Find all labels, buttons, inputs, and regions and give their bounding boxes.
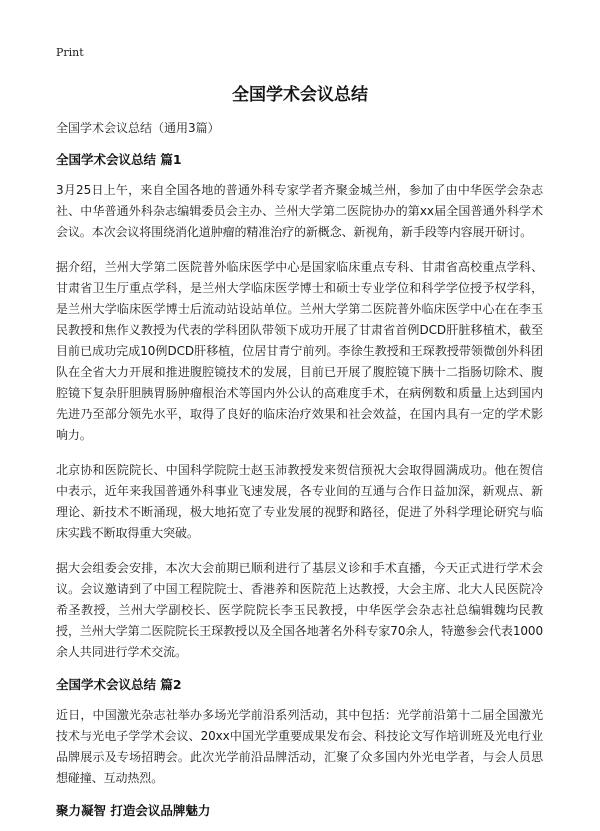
section-heading-1: 全国学术会议总结 篇1 — [56, 152, 182, 167]
paragraph: 据介绍，兰州大学第二医院普外临床医学中心是国家临床重点专科、甘肃省高校重点学科、甘肃省卫生厅重点学科，是兰州大学临床医学博士和硕士专业学位和科学学位授予权学科，是兰州大学临床医学博士后流动站设站单位。兰州大学第二医院普外临床医学中心在在李玉民教授和焦作义教授为代表的学科团队带领下成功开展了甘肃省首例DCD肝脏移植术，截至目前已成功完成10例DCD肝移植，位居甘青宁前列。李徐生教授和王琛教授带领微创外科团队在全省大力开展和推进腹腔镜技术的发展，目前已开展了腹腔镜下胰十二指肠切除术、腹腔镜下复杂肝胆胰胃肠肿瘤根治术等国内外公认的高难度手术，在病例数和质量上达到国内先进乃至部分领先水平，取得了良好的临床治疗效果和社会效益，在国内具有一定的学术影响力。 — [56, 260, 543, 442]
paragraph: 近日，中国激光杂志社举办多场光学前沿系列活动，其中包括：光学前沿第十二届全国激光技术与光电子学学术会议、20xx中国光学重要成果发布会、科技论文写作培训班及光电行业品牌展示及专场招聘会。此次光学前沿品牌活动，汇聚了众多国内外光电学者，与会人员思想碰撞、互动热烈。 — [56, 708, 543, 785]
document-body — [56, 120, 543, 831]
document-subtitle: 全国学术会议总结（通用3篇） — [56, 121, 220, 135]
section-heading-3: 聚力凝智 打造会议品牌魅力 — [56, 803, 211, 818]
paragraph: 据大会组委会安排，本次大会前期已顺利进行了基层义诊和手术直播，今天正式进行学术会议。会议邀请到了中国工程院院士、香港养和医院范上达教授，大会主席、北大人民医院冷希圣教授，兰州大学副校长、医学院院长李玉民教授，中华医学会杂志社总编辑魏均民教授，兰州大学第二医院院长王琛教授以及全国各地著名外科专家70余人，特邀参会代表1000余人共同进行学术交流。 — [56, 561, 543, 659]
paragraph: 北京协和医院院长、中国科学院院士赵玉沛教授发来贺信预祝大会取得圆满成功。他在贺信中表示，近年来我国普通外科事业飞速发展，各专业间的互通与合作日益加深，新观点、新理论、新技术不断涌现，极大地拓宽了专业发展的视野和路径，促进了外科学理论研究与临床实践不断取得重大突破。 — [56, 463, 543, 540]
print-link[interactable]: Print — [56, 46, 84, 59]
paragraph: 3月25日上午，来自全国各地的普通外科专家学者齐聚金城兰州，参加了由中华医学会杂志社、中华普通外科杂志编辑委员会主办、兰州大学第二医院协办的第xx届全国普通外科学术会议。本次会议将围绕消化道肿瘤的精准治疗的新概念、新视角，新手段等内容展开研讨。 — [56, 183, 543, 239]
section-heading-2: 全国学术会议总结 篇2 — [56, 677, 182, 692]
page-title: 全国学术会议总结 — [232, 85, 368, 105]
